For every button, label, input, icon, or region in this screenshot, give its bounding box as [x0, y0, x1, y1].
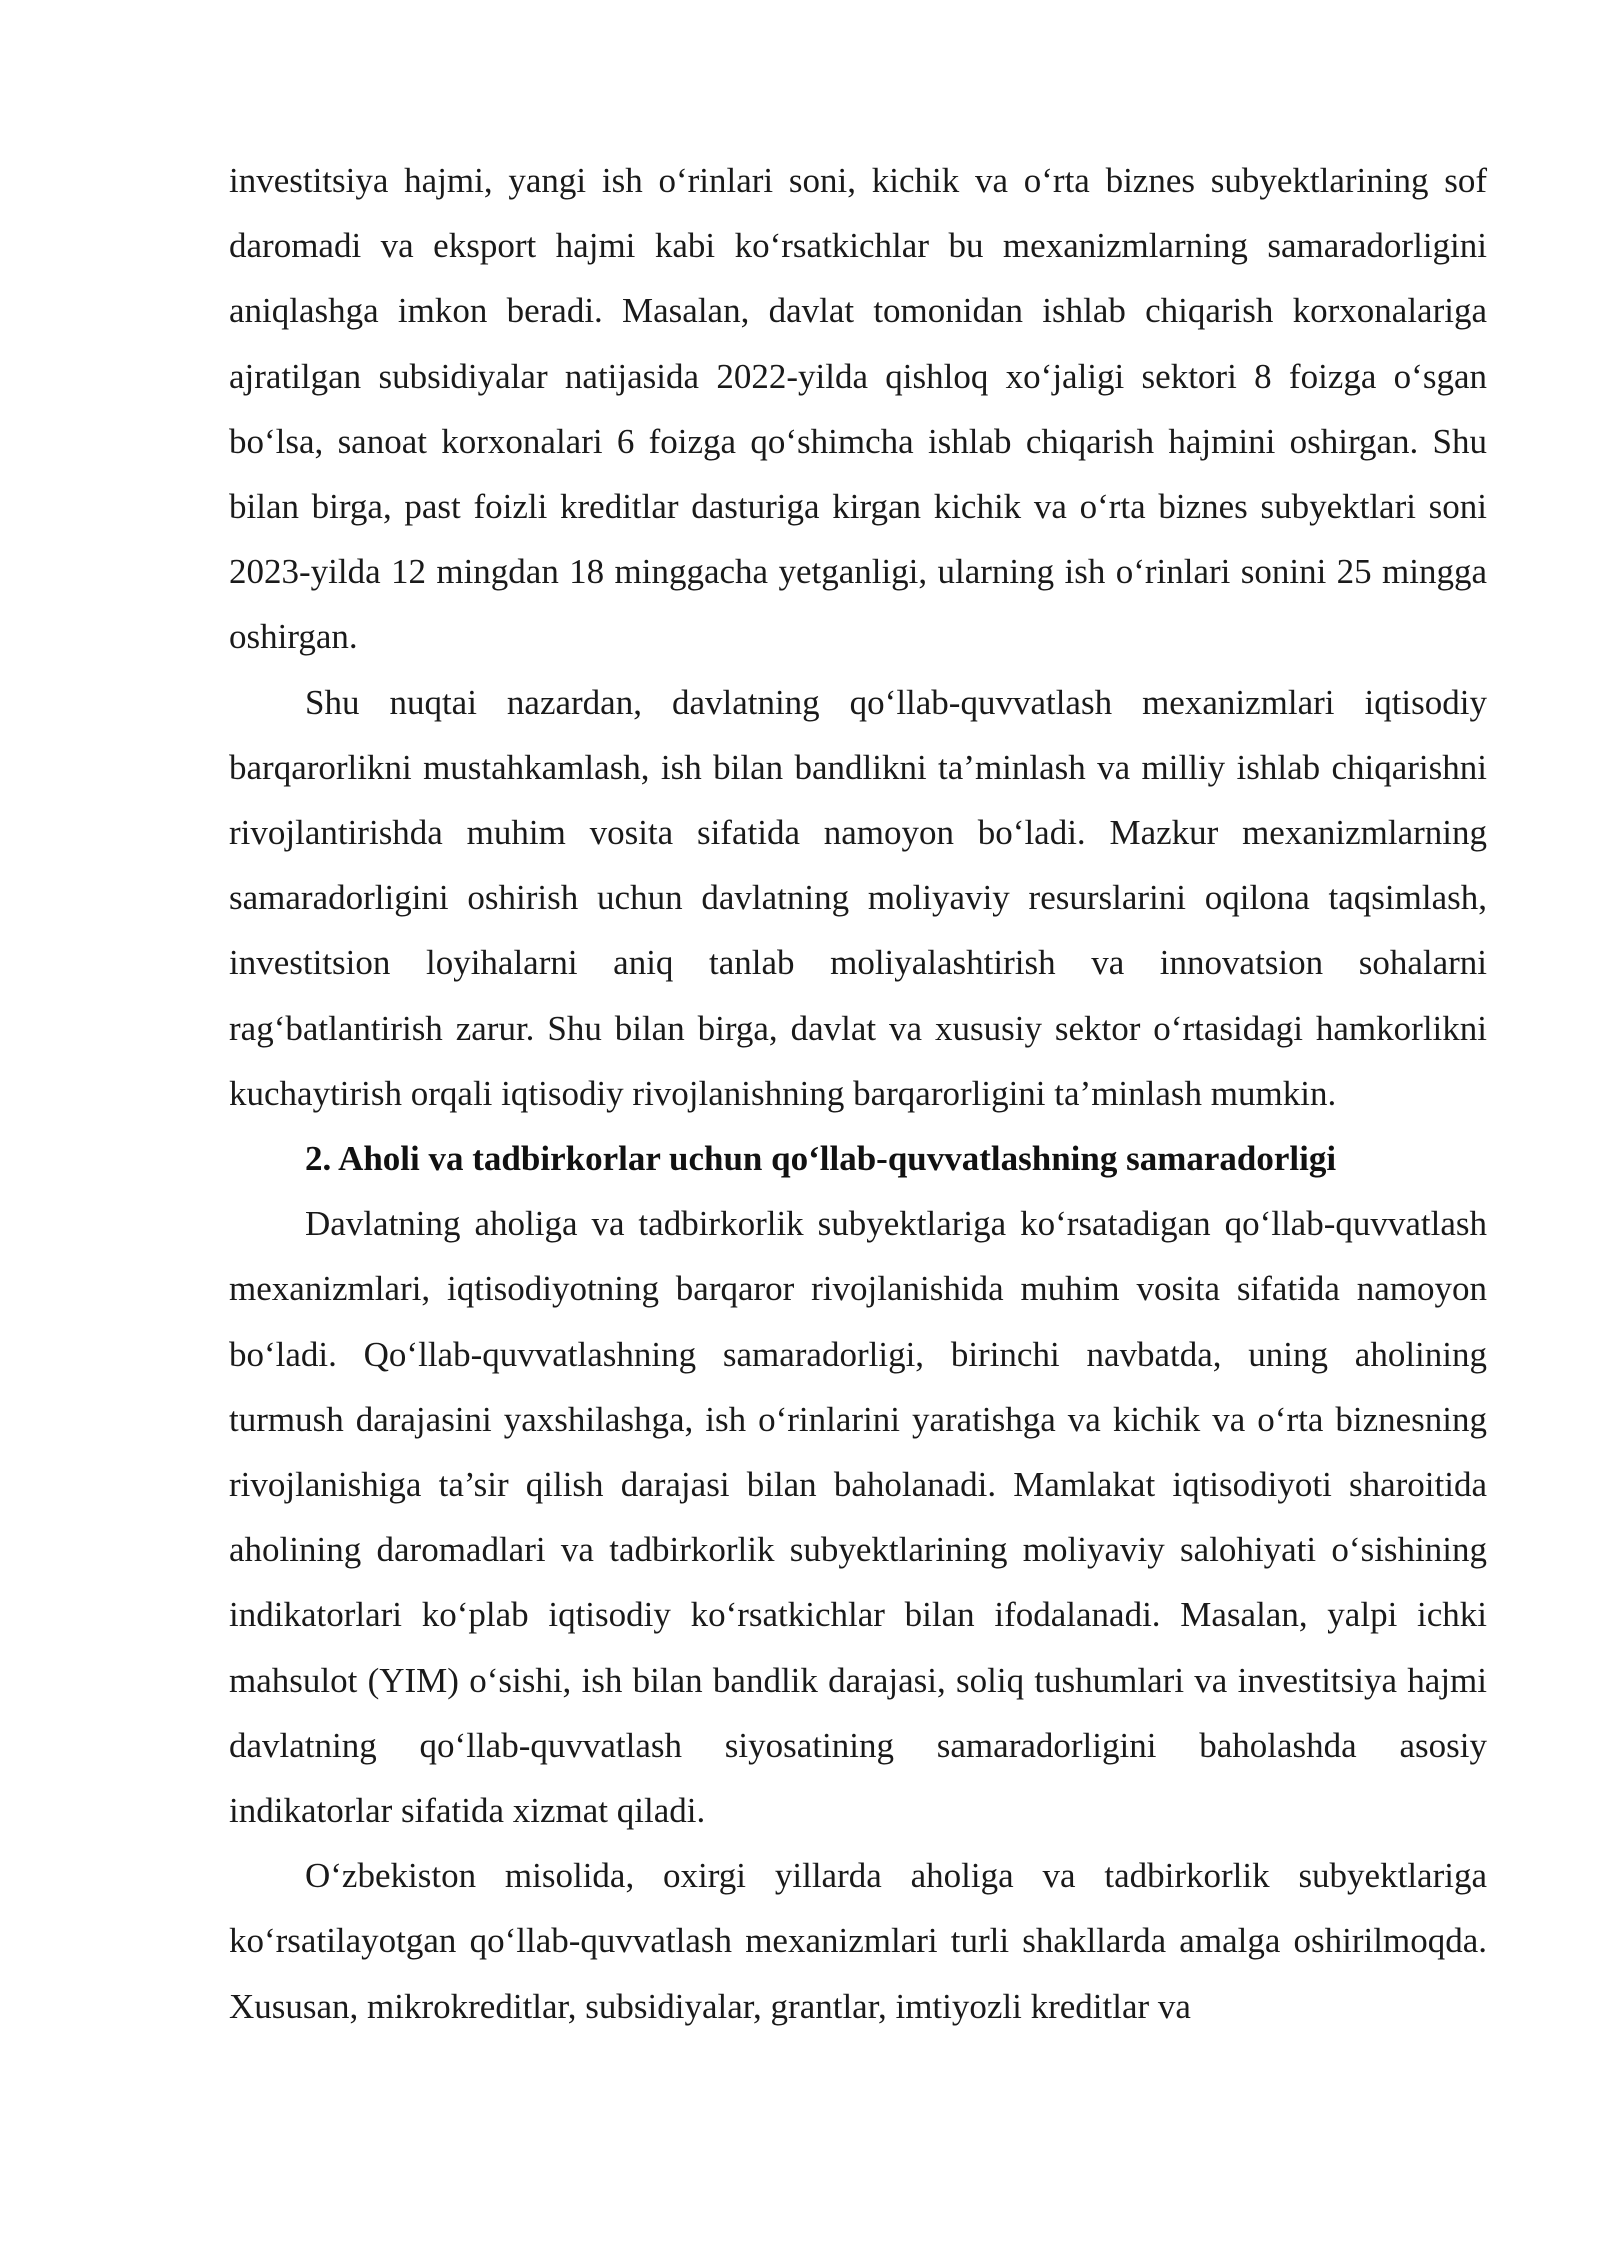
paragraph-support-mechanisms: Shu nuqtai nazardan, davlatning qo‘llab-quvvatlash mexanizmlari iqtisodiy barqarorlikni mustahkamlash, ish bilan bandlikni ta’minlash va milliy ishlab chiqarishni rivojlantirishda muhim vosita sifatida namoyon bo‘ladi. Mazkur mexanizmlarning samaradorligini oshirish uchun davlatning moliyaviy resurslarini oqilona taqsimlash, investitsion loyihalarni aniq tanlab moliyalashtirish va innovatsion sohalarni rag‘batlantirish zarur. Shu bilan birga, davlat va xususiy sektor o‘rtasidagi hamkorlikni kuchaytirish orqali iqtisodiy rivojlanishning barqarorligini ta’minlash mumkin. [229, 682, 1487, 1113]
paragraph-continuation: investitsiya hajmi, yangi ish o‘rinlari soni, kichik va o‘rta biznes subyektlarining sof daromadi va eksport hajmi kabi ko‘rsatkichlar bu mexanizmlarning samaradorligini aniqlashga imkon beradi. Masalan, davlat tomonidan ishlab chiqarish korxonalariga ajratilgan subsidiyalar natijasida 2022-yilda qishloq xo‘jaligi sektori 8 foizga o‘sgan bo‘lsa, sanoat korxonalari 6 foizga qo‘shimcha ishlab chiqarish hajmini oshirgan. Shu bilan birga, past foizli kreditlar dasturiga kirgan kichik va o‘rta biznes subyektlari soni 2023-yilda 12 mingdan 18 minggacha yetganligi, ularning ish o‘rinlari sonini 25 mingga oshirgan. [229, 161, 1487, 657]
document-body [229, 148, 1487, 2039]
paragraph-uzbekistan-example: O‘zbekiston misolida, oxirgi yillarda aholiga va tadbirkorlik subyektlariga ko‘rsatilayotgan qo‘llab-quvvatlash mexanizmlari turli shakllarda amalga oshirilmoqda. Xususan, mikrokreditlar, subsidiyalar, grantlar, imtiyozli kreditlar va [229, 1856, 1487, 2026]
section-heading: 2. Aholi va tadbirkorlar uchun qo‘llab-quvvatlashning samaradorligi [305, 1139, 1337, 1179]
paragraph-support-effectiveness: Davlatning aholiga va tadbirkorlik subyektlariga ko‘rsatadigan qo‘llab-quvvatlash mexanizmlari, iqtisodiyotning barqaror rivojlanishida muhim vosita sifatida namoyon bo‘ladi. Qo‘llab-quvvatlashning samaradorligi, birinchi navbatda, uning aholining turmush darajasini yaxshilashga, ish o‘rinlarini yaratishga va kichik va o‘rta biznesning rivojlanishiga ta’sir qilish darajasi bilan baholanadi. Mamlakat iqtisodiyoti sharoitida aholining daromadlari va tadbirkorlik subyektlarining moliyaviy salohiyati o‘sishining indikatorlari ko‘plab iqtisodiy ko‘rsatkichlar bilan ifodalanadi. Masalan, yalpi ichki mahsulot (YIM) o‘sishi, ish bilan bandlik darajasi, soliq tushumlari va investitsiya hajmi davlatning qo‘llab-quvvatlash siyosatining samaradorligini baholashda asosiy indikatorlar sifatida xizmat qiladi. [229, 1204, 1487, 1831]
